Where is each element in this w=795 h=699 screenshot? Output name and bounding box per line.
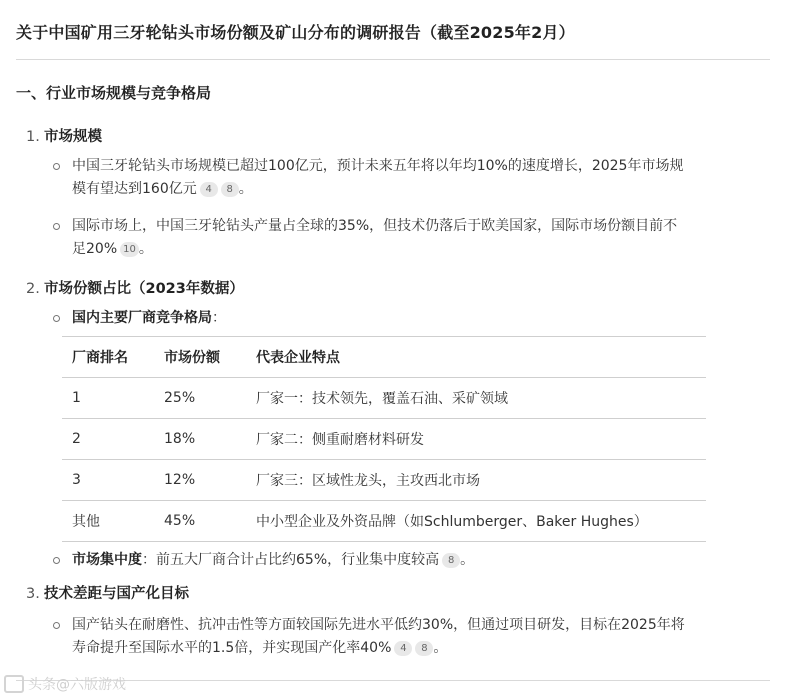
table-cell: 厂家二：侧重耐磨材料研发 xyxy=(246,419,706,460)
bullet-international xyxy=(53,215,771,261)
table-cell: 45% xyxy=(154,501,246,542)
table-cell: 12% xyxy=(154,460,246,501)
table-cell: 其他 xyxy=(62,501,154,542)
citation-badge[interactable]: 8 xyxy=(415,641,433,656)
bullet-text-line1: 国产钻头在耐磨性、抗冲击性等方面较国际先进水平低约30%，但通过项目研发，目标在2025年将 xyxy=(72,617,685,633)
bullet-end: 。 xyxy=(238,181,253,197)
bullet-dot-icon xyxy=(53,557,60,564)
citation-badge[interactable]: 8 xyxy=(221,182,239,197)
bullet-text xyxy=(72,155,771,201)
table-cell: 1 xyxy=(62,378,154,419)
bullet-dot-icon xyxy=(53,622,60,629)
citation-badge[interactable]: 10 xyxy=(120,242,139,257)
table-cell: 2 xyxy=(62,419,154,460)
bullet-text-line2: 模有望达到160亿元 xyxy=(72,181,197,197)
bullet-end: 。 xyxy=(460,552,475,568)
watermark-text: 头条@六版游戏 xyxy=(28,677,126,693)
title-divider xyxy=(16,59,770,60)
bullet-text xyxy=(72,307,771,330)
table-cell: 厂家一：技术领先，覆盖石油、采矿领域 xyxy=(246,378,706,419)
bullet-concentration xyxy=(53,549,771,572)
section-number: 2. xyxy=(26,281,40,297)
section-label: 市场规模 xyxy=(44,129,102,145)
section-1 xyxy=(26,125,102,146)
table-cell: 3 xyxy=(62,460,154,501)
bullet-end: 。 xyxy=(138,241,153,257)
table-cell: 25% xyxy=(154,378,246,419)
bullet-bold-label: 市场集中度 xyxy=(72,552,142,568)
table-row xyxy=(62,460,706,501)
bullet-text xyxy=(72,614,771,660)
section-label: 技术差距与国产化目标 xyxy=(44,586,189,602)
table-row xyxy=(62,419,706,460)
citation-badge[interactable]: 4 xyxy=(394,641,412,656)
section-3 xyxy=(26,582,189,603)
bullet-end: 。 xyxy=(433,640,448,656)
table-cell: 18% xyxy=(154,419,246,460)
section-number: 1. xyxy=(26,129,40,145)
section-heading: 一、行业市场规模与竞争格局 xyxy=(16,84,212,102)
bullet-text-line1: 中国三牙轮钻头市场规模已超过100亿元，预计未来五年将以年均10%的速度增长，2025年市场规 xyxy=(72,158,684,174)
report-title: 关于中国矿用三牙轮钻头市场份额及矿山分布的调研报告（截至2025年2月） xyxy=(16,23,575,42)
bullet-bold-label: 国内主要厂商竞争格局 xyxy=(72,310,212,326)
bullet-dot-icon xyxy=(53,163,60,170)
bullet-rest: ： xyxy=(212,310,226,326)
table-header-cell: 市场份额 xyxy=(154,337,246,378)
table-cell: 厂家三：区域性龙头，主攻西北市场 xyxy=(246,460,706,501)
watermark-logo-icon xyxy=(4,675,24,693)
table-row xyxy=(62,378,706,419)
section-label: 市场份额占比（2023年数据） xyxy=(44,281,244,297)
citation-badge[interactable]: 4 xyxy=(200,182,218,197)
bottom-divider xyxy=(16,680,770,681)
bullet-tech-gap xyxy=(53,614,771,660)
market-share-table xyxy=(62,336,706,542)
section-number: 3. xyxy=(26,586,40,602)
bullet-text xyxy=(72,215,771,261)
bullet-text-line2: 寿命提升至国际水平的1.5倍，并实现国产化率40% xyxy=(72,640,392,656)
table-header-row xyxy=(62,337,706,378)
watermark xyxy=(4,674,126,694)
bullet-text-line2: 足20% xyxy=(72,241,118,257)
bullet-rest: ：前五大厂商合计占比约65%，行业集中度较高 xyxy=(142,552,440,568)
bullet-competition xyxy=(53,307,771,330)
citation-badge[interactable]: 8 xyxy=(442,553,460,568)
table-cell: 中小型企业及外资品牌（如Schlumberger、Baker Hughes） xyxy=(246,501,706,542)
table-header-cell: 代表企业特点 xyxy=(246,337,706,378)
bullet-text xyxy=(72,549,771,572)
table-row xyxy=(62,501,706,542)
bullet-text-line1: 国际市场上，中国三牙轮钻头产量占全球的35%，但技术仍落后于欧美国家，国际市场份额目前不 xyxy=(72,218,678,234)
section-2 xyxy=(26,277,244,298)
bullet-dot-icon xyxy=(53,315,60,322)
bullet-dot-icon xyxy=(53,223,60,230)
table-header-cell: 厂商排名 xyxy=(62,337,154,378)
bullet-market-size xyxy=(53,155,771,201)
